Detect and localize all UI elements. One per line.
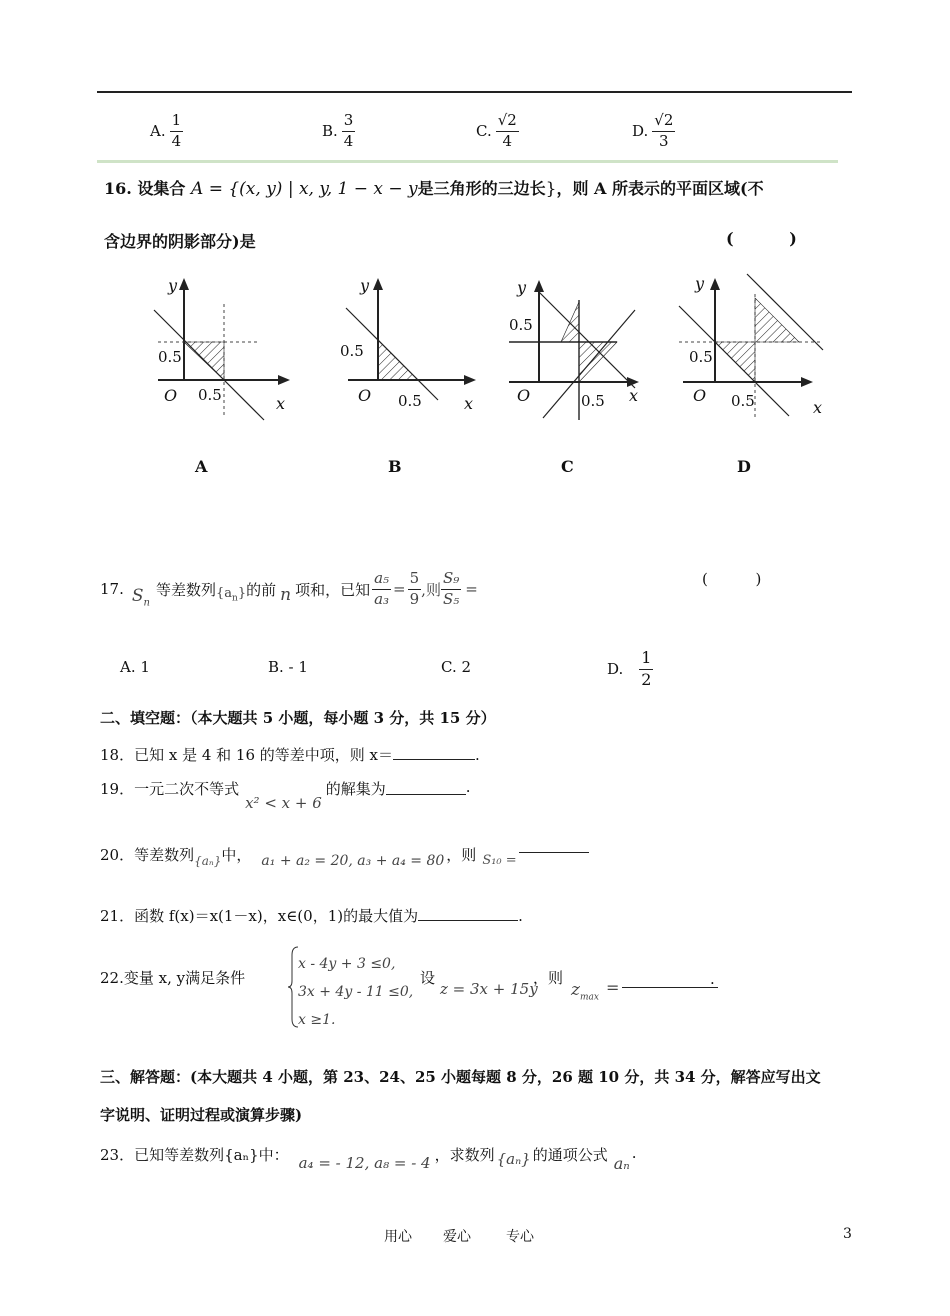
q22-eq: = (606, 978, 620, 997)
q22-cond-1: x - 4y + 3 ≤0, (298, 956, 396, 972)
q22-conditions (298, 950, 413, 1034)
q17-frac2: $\frac{5}{9}$ (409, 568, 420, 608)
q17-n: n (280, 585, 292, 605)
q15-option-letter: A. (150, 122, 166, 141)
q16-number: 16. (104, 179, 132, 198)
graph-c-svg (505, 270, 655, 430)
q23-seq: {aₙ} (496, 1150, 531, 1168)
graph-b-y-label: y (360, 276, 370, 295)
q22-blank[interactable] (622, 987, 718, 988)
graph-b (338, 270, 488, 430)
page-number: 3 (843, 1226, 852, 1242)
graph-d-label: D (737, 457, 751, 476)
graph-c-x-label: x (629, 386, 639, 405)
y-arrow (710, 278, 720, 290)
q17-eq2: = (465, 580, 478, 598)
q20-blank[interactable] (519, 852, 589, 853)
q21: 21．函数 f(x)＝x(1－x)，x∈(0，1)的最大值为 . (100, 904, 523, 926)
section-separator (97, 160, 838, 163)
graph-c (505, 270, 655, 430)
graph-c-label: C (561, 457, 574, 476)
x-arrow (278, 375, 290, 385)
graph-a (148, 270, 298, 430)
q16-set-expr: A = {(x, y) | x, y, 1 − x − y (191, 179, 418, 199)
q17-sn: $S_n$ (131, 585, 150, 609)
q17-eq: = (393, 580, 406, 598)
graph-a-y-label: y (168, 276, 178, 295)
graph-d-origin: O (693, 386, 707, 405)
q17-option-c: C. 2 (441, 658, 472, 676)
q15-option-fraction: $\frac{1}{4}$ (171, 111, 182, 150)
q15-option-fraction: $\frac{√2}{4}$ (497, 111, 517, 150)
top-rule (97, 91, 852, 93)
q23: 23．已知等差数列{aₙ}中： a₄ = - 12, a₈ = - 4 ，求数列 {aₙ} 的通项公式 aₙ . (100, 1144, 637, 1173)
y-arrow (179, 278, 189, 290)
y-arrow (534, 280, 544, 292)
q15-option-c (476, 113, 519, 150)
q17-then: ,则 (421, 580, 441, 599)
q15-option-d (632, 113, 675, 150)
q16-set-close: } (545, 179, 557, 199)
graph-a-x-label: x (276, 394, 286, 413)
q21-blank[interactable] (418, 904, 518, 921)
footer-mid: 爱心 (443, 1229, 471, 1245)
q17-answer-paren: ( ) (702, 570, 762, 588)
q17-number: 17. (100, 580, 124, 598)
shaded-region-lower (579, 342, 617, 382)
graph-a-origin: O (164, 386, 178, 405)
q17-frac1: $\frac{\text{a₅}}{\text{a₃}}$ (374, 568, 390, 608)
y-arrow (373, 278, 383, 290)
graph-c-half-x: 0.5 (581, 392, 605, 410)
graph-d-half-y: 0.5 (689, 348, 713, 366)
q20-seq: {aₙ} (194, 853, 222, 868)
graph-d-x-label: x (813, 398, 823, 417)
q20-s10: S₁₀ = (482, 853, 517, 868)
q15-option-fraction: $\frac{√2}{3}$ (654, 111, 674, 150)
q22-text-b: 设 (420, 969, 436, 987)
q22-zmax: $z_{max}$ (571, 980, 599, 1003)
q15-option-b (322, 113, 355, 150)
footer-left: 用心 (384, 1229, 412, 1245)
graph-a-label: A (195, 457, 208, 476)
q22-end: . (710, 970, 715, 988)
q19: 19．一元二次不等式 x² < x + 6 的解集为 . (100, 778, 471, 812)
section3-heading-1: 三、解答题：(本大题共 4 小题，第 23、24、25 小题每题 8 分，26 题 10 分，共 34 分，解答应写出文 (100, 1068, 821, 1086)
shaded-region-upper (561, 302, 579, 342)
section2-heading: 二、填空题：（本大题共 5 小题，每小题 3 分，共 15 分） (100, 709, 496, 727)
q23-expr: a₄ = - 12, a₈ = - 4 (298, 1154, 431, 1172)
q17-option-b: B. - 1 (268, 658, 308, 676)
q18-blank[interactable] (393, 743, 475, 760)
q20: 20．等差数列 {aₙ} 中， a₁ + a₂ = 20, a₃ + a₄ = 80 ，则 S₁₀ = (100, 844, 589, 865)
graph-c-origin: O (517, 386, 531, 405)
graph-d-half-x: 0.5 (731, 392, 755, 410)
graph-b-half-x: 0.5 (398, 392, 422, 410)
graph-d (675, 270, 830, 430)
x-arrow (801, 377, 813, 387)
q17-seq: $\{a_n\}$ (215, 586, 247, 604)
q22-cond-3: x ≥1. (298, 1012, 336, 1028)
q22-text-a: 22.变量 x, y满足条件 (100, 969, 246, 987)
graph-b-x-label: x (464, 394, 474, 413)
q17-line (100, 562, 478, 616)
shaded-region (184, 342, 224, 380)
graph-b-half-y: 0.5 (340, 342, 364, 360)
q17-frac3: $\frac{\text{S₉}}{\text{S₅}}$ (442, 568, 460, 608)
q16-answer-paren: ( ) (726, 229, 797, 248)
q17-option-a: A. 1 (120, 658, 150, 676)
shaded-region-lower (715, 342, 755, 382)
q15-option-letter: D. (632, 122, 649, 141)
section3-heading-2: 字说明、证明过程或演算步骤) (100, 1106, 303, 1124)
q18: 18．已知 x 是 4 和 16 的等差中项，则 x＝ . (100, 743, 480, 765)
graph-d-y-label: y (695, 274, 705, 293)
q16-text-a: 设集合 (137, 179, 186, 198)
graph-a-half-y: 0.5 (158, 348, 182, 366)
q19-blank[interactable] (386, 778, 466, 795)
graph-c-half-y: 0.5 (509, 316, 533, 334)
q23-an: aₙ (613, 1154, 630, 1173)
q15-option-letter: C. (476, 122, 492, 141)
graph-b-origin: O (358, 386, 372, 405)
x-arrow (464, 375, 476, 385)
q22-cond-2: 3x + 4y - 11 ≤0, (298, 984, 414, 1000)
q16-line1 (104, 176, 764, 199)
q17-option-d: D. $\frac{1}{2}$ (607, 647, 652, 689)
footer-right: 专心 (506, 1229, 534, 1245)
q15-option-letter: B. (322, 122, 338, 141)
q17-text-a: 等差数列 (155, 580, 216, 599)
graph-c-y-label: y (517, 278, 527, 297)
q20-expr: a₁ + a₂ = 20, a₃ + a₄ = 80 (261, 852, 445, 869)
q16-text-c: ，则 A 所表示的平面区域(不 (556, 179, 764, 198)
q16-line2: 含边界的阴影部分)是 (104, 232, 256, 251)
q17-text-b: 的前 (246, 580, 277, 599)
q17-text-c: 项和，已知 (295, 580, 371, 599)
q15-option-a (150, 113, 183, 150)
q22-z-expr: z = 3x + 15y (440, 980, 538, 998)
q16-text-b: 是三角形的三边长 (417, 179, 546, 198)
graph-b-label: B (388, 457, 402, 476)
q19-expr: x² < x + 6 (245, 794, 322, 812)
graph-a-half-x: 0.5 (198, 386, 222, 404)
shaded-region (378, 340, 418, 380)
q15-option-fraction: $\frac{3}{4}$ (343, 111, 354, 150)
q22-text-c: ，则 (533, 969, 564, 987)
